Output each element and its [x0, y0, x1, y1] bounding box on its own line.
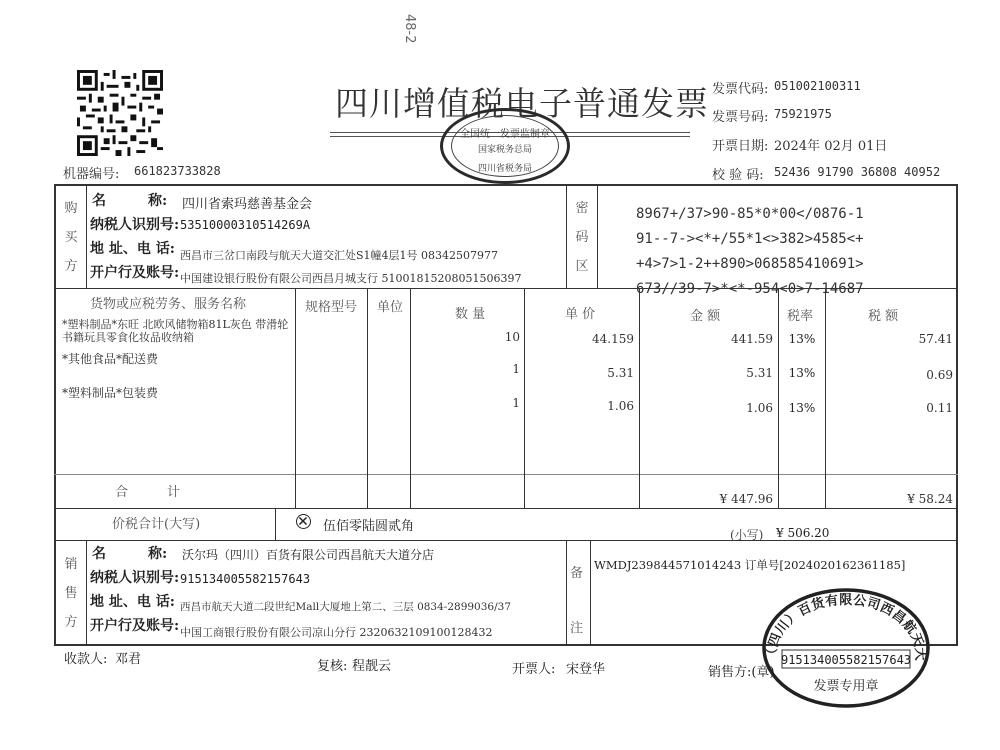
cipher-line: 91--7-><*+/55*1<>382>4585<+	[636, 231, 864, 247]
col-header-amount: 金 额	[690, 309, 721, 324]
seller-seal-label: 销售方:(章)	[708, 665, 775, 680]
issue-date-label: 开票日期:	[712, 139, 769, 154]
buyer-address-label: 地 址、电 话:	[90, 241, 175, 257]
issuer-label: 开票人:	[512, 662, 556, 677]
remarks-text: WMDJ239844571014243 订单号[20240201623​61185]	[594, 558, 906, 572]
item-price: 44.159	[592, 332, 634, 346]
subtotal-amount: ¥ 447.96	[719, 492, 773, 506]
invoice-number-label: 发票号码:	[712, 110, 769, 125]
seal-bottom-text: 发票专用章	[813, 679, 879, 694]
buyer-side-label: 购 买 方	[64, 201, 78, 274]
item-name: *塑料制品*东旺 北欧风储物箱81L灰色 带滑轮 书籍玩具零食化妆品收纳箱	[62, 318, 289, 344]
item-amount: 441.59	[731, 332, 773, 346]
item-name: *其他食品*配送费	[62, 352, 159, 366]
invoice-seal	[760, 586, 932, 710]
reviewer: 程靓云	[352, 659, 392, 674]
item-qty: 1	[512, 362, 520, 376]
item-amount: 1.06	[746, 401, 773, 415]
item-tax: 0.11	[926, 401, 953, 415]
invoice-code-label: 发票代码:	[712, 82, 769, 97]
item-price: 5.31	[607, 366, 634, 380]
item-rate: 13%	[788, 366, 816, 380]
col-header-rate: 税率	[787, 309, 814, 324]
item-price: 1.06	[607, 399, 634, 413]
subtotal-tax: ¥ 58.24	[907, 492, 953, 506]
stamp-line-3: 四川省税务局	[477, 164, 532, 174]
payee-label: 收款人:	[64, 652, 108, 667]
col-header-unit: 单位	[377, 300, 404, 315]
col-header-spec: 规格型号	[305, 300, 358, 315]
remarks-side-char: 备	[570, 566, 584, 581]
total-small-label: (小写)	[730, 528, 764, 542]
seller-side-label: 销 售 方	[64, 557, 78, 630]
issue-date: 2024年 02月 01日	[774, 139, 888, 154]
cipher-line: 673//39-7>*<*-954<0>7-14687	[636, 281, 864, 297]
col-header-price: 单 价	[565, 307, 596, 322]
seller-address: 西昌市航天大道二段世纪Mall大厦地上第二、三层 0834-2899036/37	[180, 601, 511, 613]
item-rate: 13%	[788, 332, 816, 346]
check-code: 52436 91790 36808 40952	[774, 165, 941, 179]
item-rate: 13%	[788, 401, 816, 415]
col-header-tax: 税 额	[868, 309, 899, 324]
machine-number-label: 机器编号:	[63, 167, 120, 182]
cross-circle-icon	[296, 514, 311, 529]
seal-tax-id: 915134005582157643	[780, 653, 912, 667]
payee: 邓君	[115, 652, 142, 667]
seller-name: 沃尔玛（四川）百货有限公司西昌航天大道分店	[182, 548, 435, 562]
remarks-side-char: 注	[570, 621, 584, 636]
item-qty: 10	[504, 330, 520, 344]
machine-number: 661823733828	[134, 164, 221, 178]
cipher-line: 8967+/37>90-85*0*00</0876-1	[636, 206, 864, 222]
seller-address-label: 地 址、电 话:	[90, 594, 175, 610]
stamp-line-1: 全国统一发票监制章	[460, 129, 550, 140]
item-qty: 1	[512, 396, 520, 410]
invoice-title: 四川增值税电子普通发票	[335, 84, 709, 123]
seller-tax-id: 915134005582157643	[180, 572, 311, 586]
subtotal-label: 合 计	[115, 485, 181, 500]
buyer-address: 西昌市三岔口南段与航天大道交汇处S1幢4层1号 08342507977	[180, 249, 499, 262]
col-header-qty: 数 量	[455, 307, 486, 322]
item-tax: 57.41	[918, 332, 953, 346]
review-label: 复核:	[317, 659, 348, 674]
cipher-side-label: 密 码 区	[575, 201, 589, 274]
seller-bank-label: 开户行及账号:	[90, 618, 180, 634]
supervision-stamp	[440, 108, 570, 184]
seller-bank: 中国工商银行股份有限公司凉山分行 2320632109100128432	[180, 626, 493, 639]
buyer-tax-id: 53510000310514269A	[180, 218, 311, 232]
invoice-code: 051002100311	[774, 79, 861, 93]
seller-tax-id-label: 纳税人识别号:	[90, 570, 180, 586]
buyer-bank-label: 开户行及账号:	[90, 265, 180, 281]
seller-name-label: 名 称:	[92, 546, 168, 562]
cipher-text	[636, 202, 864, 302]
col-header-name: 货物或应税劳务、服务名称	[90, 297, 247, 312]
check-code-label: 校 验 码:	[712, 168, 764, 183]
total-in-words: 伍佰零陆圆贰角	[323, 519, 415, 534]
buyer-bank: 中国建设银行股份有限公司西昌月城支行 51001815208051506397	[180, 272, 522, 285]
total-label: 价税合计(大写)	[112, 517, 201, 532]
qr-code	[77, 70, 163, 156]
stamp-line-2: 国家税务总局	[477, 145, 532, 155]
issuer: 宋登华	[566, 662, 606, 677]
cipher-line: +4>7>1-2++890>068585410691>	[636, 256, 864, 272]
handwritten-note: 48-2	[402, 14, 417, 44]
item-tax: 0.69	[926, 368, 953, 382]
buyer-name-label: 名 称:	[92, 193, 168, 209]
buyer-name: 四川省索玛慈善基金会	[182, 197, 313, 212]
buyer-tax-id-label: 纳税人识别号:	[90, 217, 180, 233]
item-name: *塑料制品*包装费	[62, 386, 159, 400]
seal-ring-text: （四川）百货有限公司西昌航天大	[764, 593, 928, 662]
invoice-number: 75921975	[774, 107, 832, 121]
item-amount: 5.31	[746, 366, 773, 380]
total-small: ¥ 506.20	[776, 526, 830, 540]
